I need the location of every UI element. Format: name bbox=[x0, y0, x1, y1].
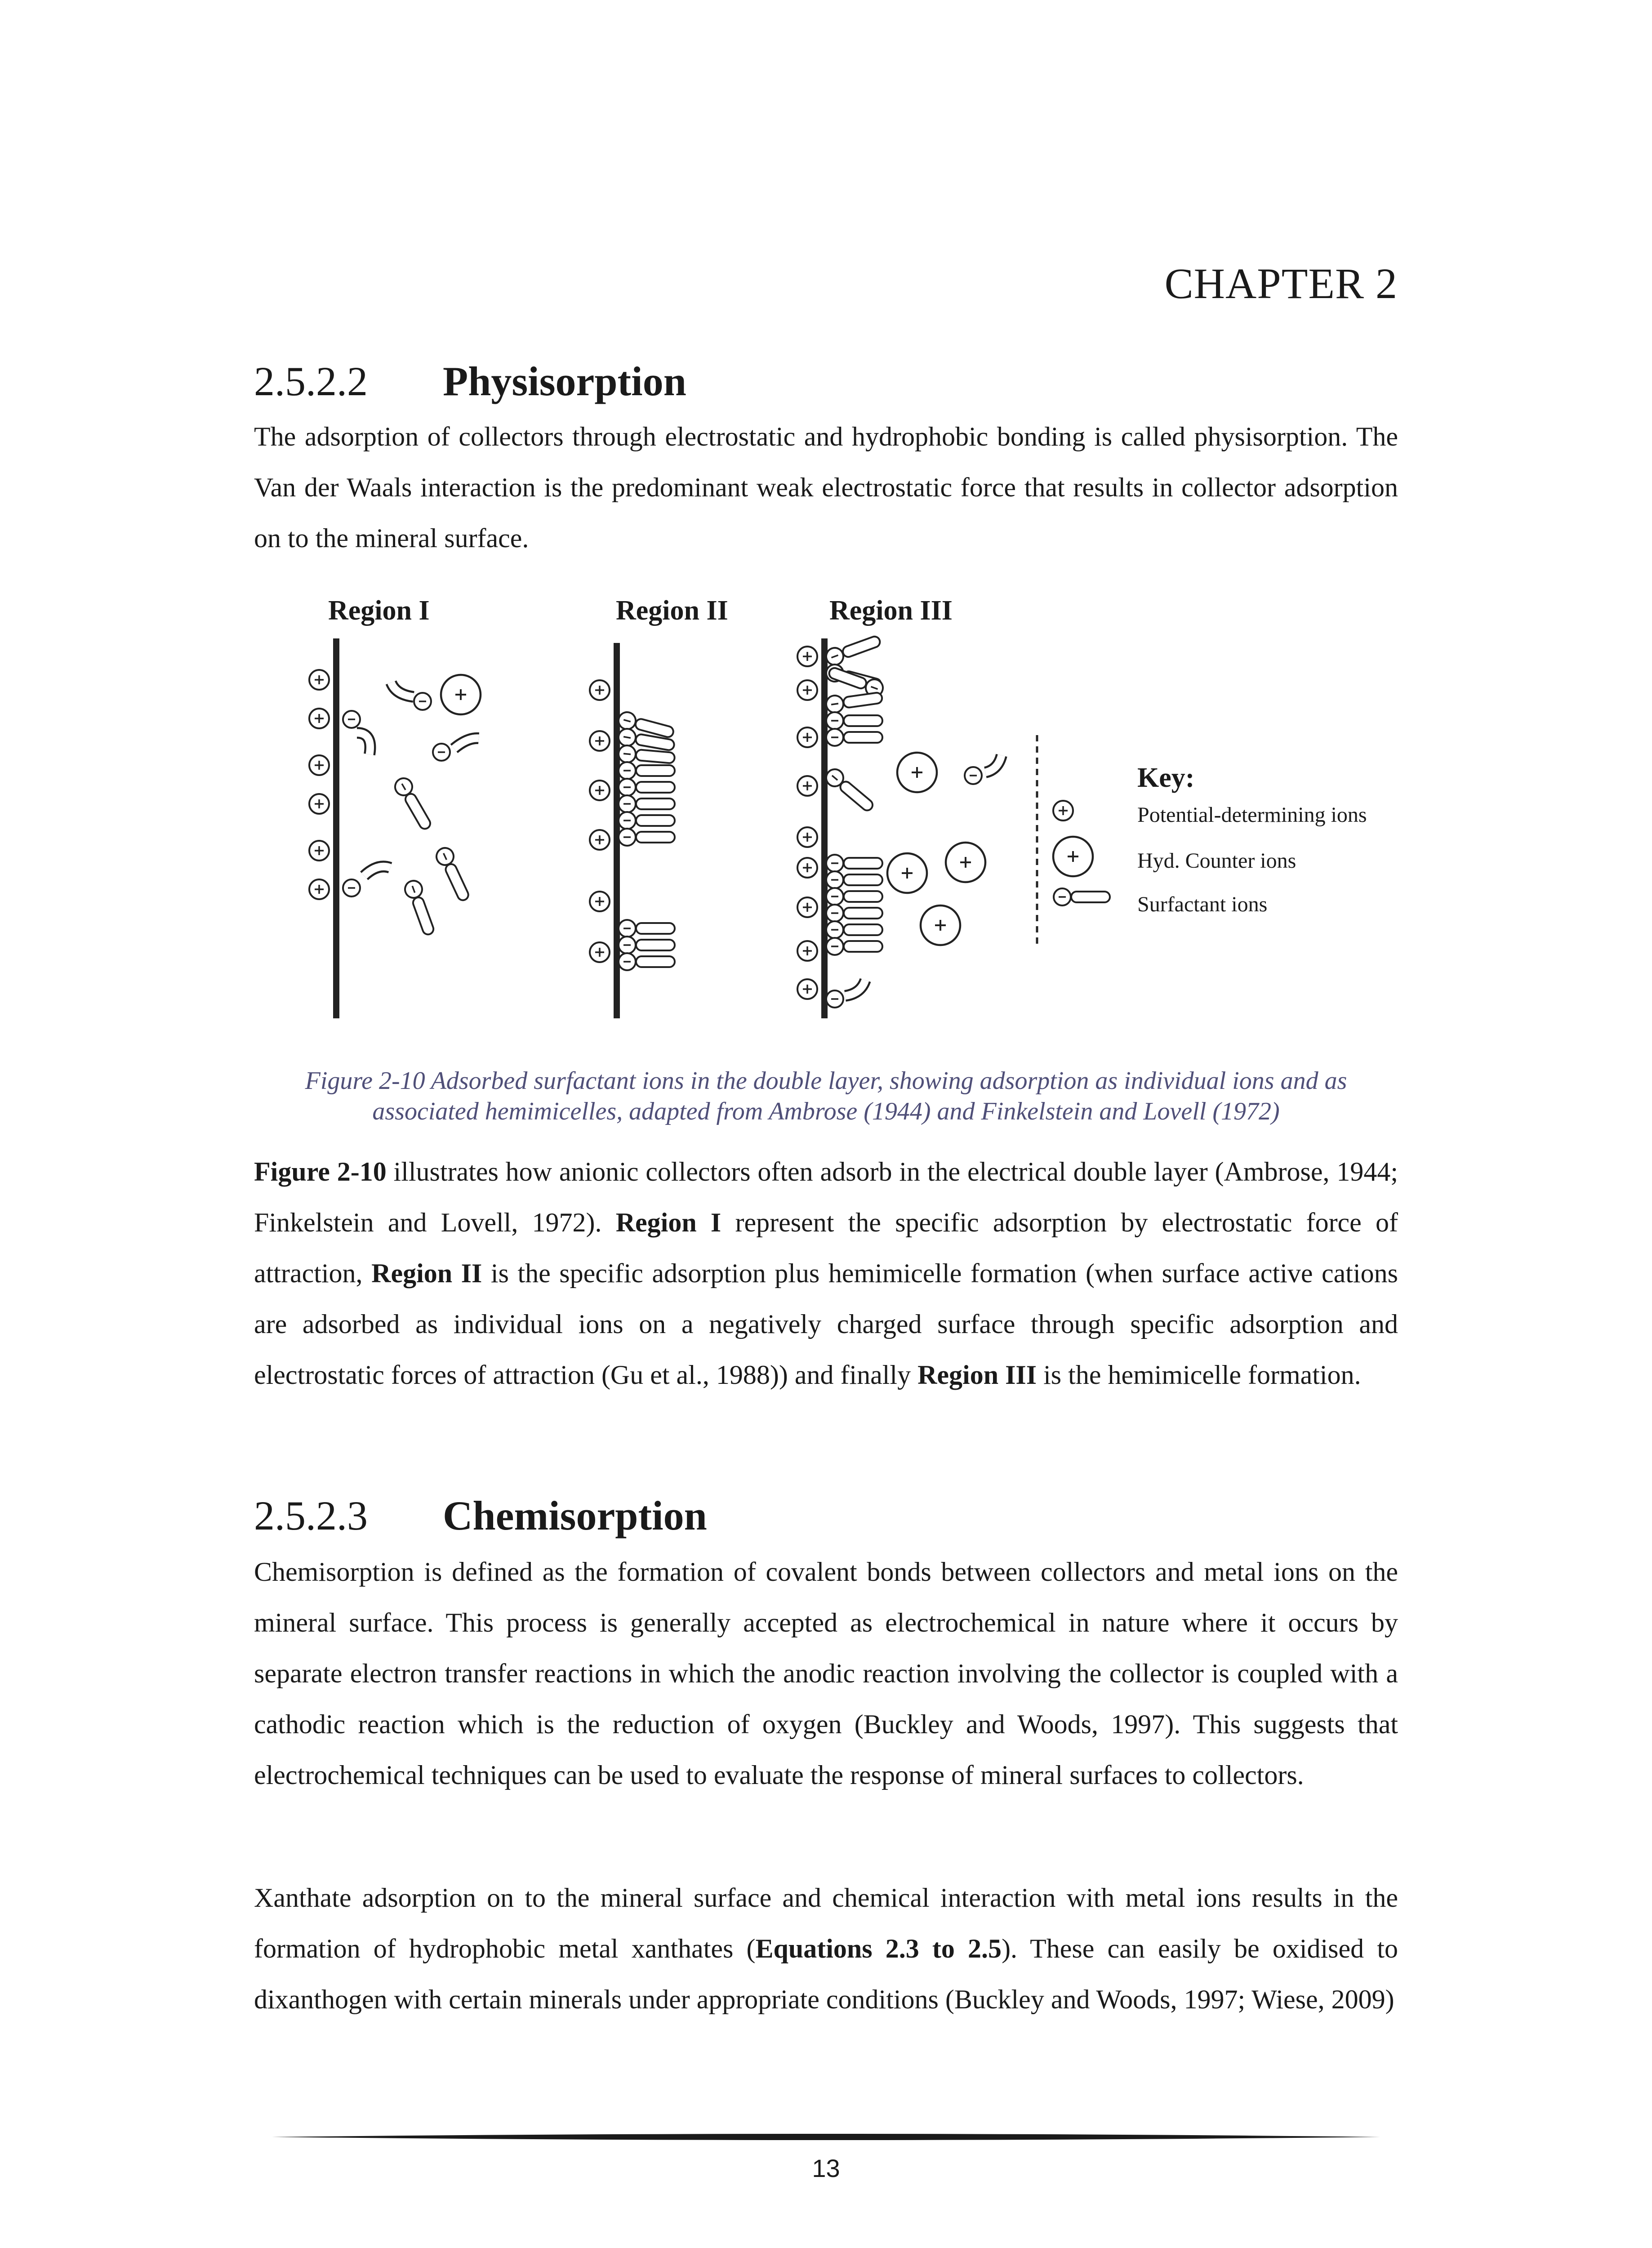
footer-rule bbox=[272, 2133, 1380, 2142]
chemisorption-paragraph-2 bbox=[254, 1873, 1398, 2025]
figure-2-10-diagram bbox=[0, 0, 1652, 1057]
figure-caption: Figure 2-10 Adsorbed surfactant ions in the double layer, showing adsorption as individual ions and as associated hemimicelles, adapted from Ambrose (1944) and Finkelstein and Lovell (1972) bbox=[305, 1067, 1347, 1125]
key-item-counter-ions: Hyd. Counter ions bbox=[1137, 849, 1296, 873]
region-labels bbox=[328, 595, 953, 626]
equation-reference: Equations 2.3 to 2.5 bbox=[755, 1934, 1002, 1963]
region-label-2: Region II bbox=[616, 595, 728, 626]
region-label-3: Region III bbox=[829, 595, 953, 626]
text-run: is the specific adsorption plus hemimicelle formation (when surface active cations are adsorbed as individual ions on a negatively charged surface through specific adsorption and electrostatic forces of attraction (Gu et al., 1988)) and finally bbox=[254, 1258, 1398, 1390]
figure-reference: Figure 2-10 bbox=[254, 1157, 387, 1186]
text-run: Xanthate adsorption on to the mineral surface and chemical interaction with metal ions results in the formation of hydrophobic metal xanthates ( bbox=[254, 1883, 1398, 1963]
figure-key bbox=[1053, 763, 1367, 916]
text-run: is the hemimicelle formation. bbox=[1037, 1360, 1361, 1390]
text-run: represent the specific adsorption by electrostatic force of attraction, bbox=[254, 1208, 1398, 1288]
figure-discussion-paragraph bbox=[254, 1146, 1398, 1401]
region-label-1: Region I bbox=[328, 595, 430, 626]
key-item-surfactant-ions: Surfactant ions bbox=[1137, 892, 1268, 916]
chemisorption-paragraph-1: Chemisorption is defined as the formation of covalent bonds between collectors and metal ions on the mineral surface. This process is generally accepted as electrochemical in nature where it occurs by separate electron transfer reactions in which the anodic reaction involving the collector is coupled with a cathodic reaction which is the reduction of oxygen (Buckley and Woods, 1997). This suggests that electrochemical techniques can be used to evaluate the response of mineral surfaces to collectors. bbox=[254, 1557, 1398, 1790]
section-heading-chemisorption bbox=[254, 1492, 707, 1539]
section-title: Physisorption bbox=[443, 358, 686, 404]
page-number: 13 bbox=[812, 2154, 840, 2182]
region-1-diagram bbox=[309, 638, 481, 1018]
chapter-heading: CHAPTER 2 bbox=[1164, 259, 1398, 308]
key-title: Key: bbox=[1137, 763, 1195, 793]
text-run: ). These can easily be oxidised to dixanthogen with certain minerals under appropriate conditions (Buckley and Woods, 1997; Wiese, 2009) bbox=[254, 1934, 1398, 2014]
region-ref-1: Region I bbox=[615, 1208, 721, 1237]
section-title: Chemisorption bbox=[443, 1493, 707, 1539]
region-2-diagram bbox=[590, 643, 676, 1018]
region-ref-2: Region II bbox=[371, 1258, 482, 1288]
region-3-diagram bbox=[797, 632, 1002, 1018]
key-item-potential-ions: Potential-determining ions bbox=[1137, 803, 1367, 827]
region-ref-3: Region III bbox=[917, 1360, 1037, 1390]
text-run: illustrates how anionic collectors often adsorb in the electrical double layer (Ambrose, 1944; Finkelstein and Lovell, 1972). bbox=[254, 1157, 1398, 1237]
section-number: 2.5.2.2 bbox=[254, 358, 368, 404]
section-number: 2.5.2.3 bbox=[254, 1493, 368, 1539]
physisorption-intro: The adsorption of collectors through electrostatic and hydrophobic bonding is called physisorption. The Van der Waals interaction is the predominant weak electrostatic force that results in collector adsorption on to the mineral surface. bbox=[254, 422, 1398, 553]
